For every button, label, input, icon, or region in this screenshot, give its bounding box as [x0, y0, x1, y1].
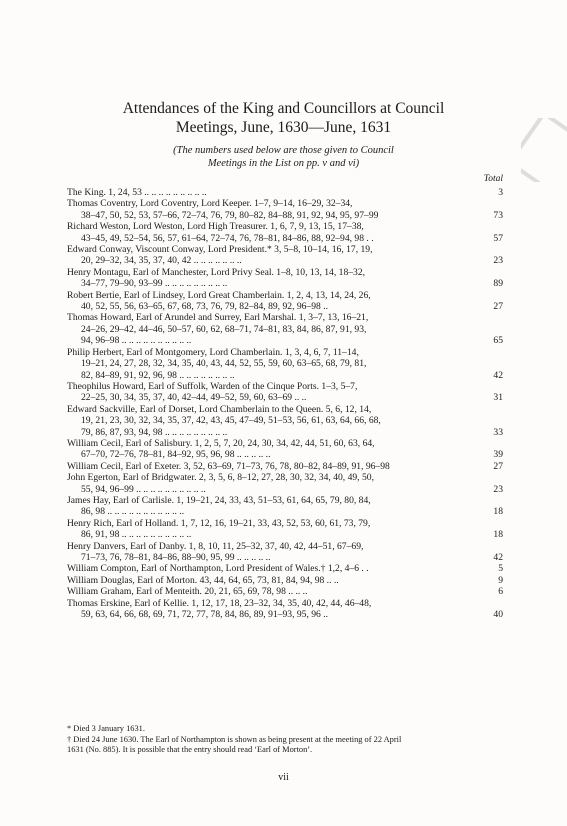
entry-line: Thomas Howard, Earl of Arundel and Surrey, Earl Marshal. 1, 3–7, 13, 16–21,	[67, 312, 369, 324]
subtitle-line-1: (The numbers used below are those given to Council	[173, 145, 394, 156]
title-line-2: Meetings, June, 1630—June, 1631	[175, 119, 392, 136]
page-number: vii	[278, 772, 289, 783]
entry-total: 65	[493, 335, 503, 347]
entry-line: 71–73, 76, 78–81, 84–86, 88–90, 95, 99 .. .. .. .. ..	[81, 552, 271, 563]
entry-total: 27	[493, 460, 503, 472]
page-subtitle	[60, 144, 507, 170]
entry-total: 18	[493, 529, 503, 541]
entry-total: 6	[498, 586, 503, 598]
list-item	[67, 598, 503, 621]
list-item	[67, 495, 503, 518]
entry-line: William Compton, Earl of Northampton, Lord President of Wales.† 1,2, 4–6 . .	[67, 563, 369, 575]
entry-line: Richard Weston, Lord Weston, Lord High Treasurer. 1, 6, 7, 9, 13, 15, 17–38,	[67, 221, 364, 233]
entry-total: 73	[493, 209, 503, 221]
list-item	[67, 290, 503, 313]
entry-line: 22–25, 30, 34, 35, 37, 40, 42–44, 49–52, 59, 60, 63–69 .. ..	[81, 392, 307, 404]
list-item	[67, 221, 503, 244]
entry-line: The King. 1, 24, 53 .. .. .. .. .. .. .. .. ..	[67, 187, 207, 198]
entry-line: William Douglas, Earl of Morton. 43, 44, 64, 65, 73, 81, 84, 94, 98 .. ..	[67, 574, 339, 586]
entry-line: 19–21, 24, 27, 28, 32, 34, 35, 40, 43, 44, 52, 55, 59, 60, 63–65, 68, 79, 81,	[81, 358, 367, 370]
entry-line: Robert Bertie, Earl of Lindsey, Lord Great Chamberlain. 1, 2, 4, 13, 14, 24, 26,	[67, 289, 371, 301]
entry-line: Henry Rich, Earl of Holland. 1, 7, 12, 16, 19–21, 33, 43, 52, 53, 60, 61, 73, 79,	[67, 517, 371, 529]
list-item	[67, 541, 503, 564]
entry-line: 94, 96–98 .. .. .. .. .. .. .. .. .. ..	[81, 335, 192, 347]
entry-line: Philip Herbert, Earl of Montgomery, Lord Chamberlain. 1, 3, 4, 6, 7, 11–14,	[67, 346, 359, 358]
entry-line: James Hay, Earl of Carlisle. 1, 19–21, 24, 33, 43, 51–53, 61, 64, 65, 79, 80, 84,	[67, 494, 371, 506]
entry-total: 42	[493, 552, 503, 563]
entry-line: 55, 94, 96–99 .. .. .. .. .. .. .. .. .. ..	[81, 483, 206, 495]
entry-line: Theophilus Howard, Earl of Suffolk, Warden of the Cinque Ports. 1–3, 5–7,	[67, 380, 358, 392]
entry-line: 79, 86, 87, 93, 94, 98 .. .. .. .. .. .. .. .. ..	[81, 426, 228, 438]
entry-total: 23	[493, 483, 503, 495]
entry-line: Thomas Coventry, Lord Coventry, Lord Keeper. 1–7, 9–14, 16–29, 32–34,	[67, 198, 353, 210]
entry-total: 57	[493, 232, 503, 244]
entry-line: William Cecil, Earl of Salisbury. 1, 2, 5, 7, 20, 24, 30, 34, 42, 44, 51, 60, 63, 64,	[67, 437, 375, 449]
entry-line: 19, 21, 23, 30, 32, 34, 35, 37, 42, 43, 45, 47–49, 51–53, 56, 61, 63, 64, 66, 68,	[81, 415, 381, 427]
entry-total: 33	[493, 426, 503, 438]
attendance-list	[67, 187, 503, 620]
entry-total: 5	[498, 563, 503, 575]
entry-line: John Egerton, Earl of Bridgwater. 2, 3, 5, 6, 8–12, 27, 28, 30, 32, 34, 40, 49, 50,	[67, 472, 374, 484]
entry-total: 89	[493, 278, 503, 290]
entry-total: 23	[493, 255, 503, 267]
list-item	[67, 312, 503, 346]
list-item	[67, 381, 503, 404]
list-item	[67, 575, 503, 586]
total-column-header: Total	[483, 174, 503, 184]
entry-line: 43–45, 49, 52–54, 56, 57, 61–64, 72–74, 76, 78–81, 84–86, 88, 92–94, 98 . .	[81, 232, 374, 244]
title-line-1: Attendances of the King and Councillors at Council	[122, 100, 445, 117]
list-item	[67, 563, 503, 574]
entry-line: Henry Montagu, Earl of Manchester, Lord Privy Seal. 1–8, 10, 13, 14, 18–32,	[67, 266, 366, 278]
list-item	[67, 586, 503, 597]
entry-total: 3	[498, 187, 503, 198]
entry-line: 82, 84–89, 91, 92, 96, 98 .. .. .. .. .. .. .. ..	[81, 369, 235, 381]
list-item	[67, 198, 503, 221]
entry-total: 42	[493, 369, 503, 381]
list-item	[67, 187, 503, 198]
entry-line: 38–47, 50, 52, 53, 57–66, 72–74, 76, 79, 80–82, 84–88, 91, 92, 94, 95, 97–99	[81, 209, 379, 221]
entry-line: Henry Danvers, Earl of Danby. 1, 8, 10, 11, 25–32, 37, 40, 42, 44–51, 67–69,	[67, 540, 364, 552]
entry-line: 86, 98 .. .. .. .. .. .. .. .. .. .. ..	[81, 506, 185, 518]
entry-line: 86, 91, 98 .. .. .. .. .. .. .. .. .. ..	[81, 529, 192, 541]
entry-total: 18	[493, 506, 503, 518]
footnote-2-line-1: † Died 24 June 1630. The Earl of Northampton is shown as being present at the meeting of 22 April	[67, 734, 402, 744]
list-item	[67, 518, 503, 541]
list-item	[67, 347, 503, 381]
entry-total: 9	[498, 574, 503, 586]
footnote-1: * Died 3 January 1631.	[67, 724, 145, 733]
list-item	[67, 461, 503, 472]
page-title	[60, 99, 507, 137]
entry-line: Edward Conway, Viscount Conway, Lord President.* 3, 5–8, 10–14, 16, 17, 19,	[67, 244, 373, 256]
entry-line: Edward Sackville, Earl of Dorset, Lord Chamberlain to the Queen. 5, 6, 12, 14,	[67, 403, 372, 415]
list-item	[67, 438, 503, 461]
entry-total: 31	[493, 392, 503, 404]
entry-line: 40, 52, 55, 56, 63–65, 67, 68, 73, 76, 79, 82–84, 89, 92, 96–98 ..	[81, 301, 329, 313]
footnote-2-line-2: 1631 (No. 885). It is possible that the entry should read ‘Earl of Morton’.	[67, 745, 313, 754]
entry-line: 59, 63, 64, 66, 68, 69, 71, 72, 77, 78, 84, 86, 89, 91–93, 95, 96 ..	[81, 609, 329, 621]
subtitle-line-2: Meetings in the List on pp. v and vi)	[207, 158, 360, 169]
entry-line: 24–26, 29–42, 44–46, 50–57, 60, 62, 68–71, 74–81, 83, 84, 86, 87, 91, 93,	[81, 323, 367, 335]
entry-total: 27	[493, 301, 503, 313]
watermark-stamp	[521, 118, 567, 182]
list-item	[67, 404, 503, 438]
list-item	[67, 244, 503, 267]
list-item	[67, 472, 503, 495]
list-item	[67, 267, 503, 290]
entry-line: 34–77, 79–90, 93–99 .. .. .. .. .. .. .. .. ..	[81, 278, 228, 290]
entry-total: 39	[493, 449, 503, 461]
entry-line: William Cecil, Earl of Exeter. 3, 52, 63–69, 71–73, 76, 78, 80–82, 84–89, 91, 96–98	[67, 460, 390, 472]
entry-line: 20, 29–32, 34, 35, 37, 40, 42 .. .. .. .. .. .. ..	[81, 255, 242, 267]
entry-line: William Graham, Earl of Menteith. 20, 21, 65, 69, 78, 98 .. .. ..	[67, 586, 308, 598]
entry-line: 67–70, 72–76, 78–81, 84–92, 95, 96, 98 .. .. .. .. ..	[81, 449, 271, 461]
entry-line: Thomas Erskine, Earl of Kellie. 1, 12, 17, 18, 23–32, 34, 35, 40, 42, 44, 46–48,	[67, 597, 372, 609]
entry-total: 40	[493, 609, 503, 621]
footnotes	[67, 724, 503, 756]
